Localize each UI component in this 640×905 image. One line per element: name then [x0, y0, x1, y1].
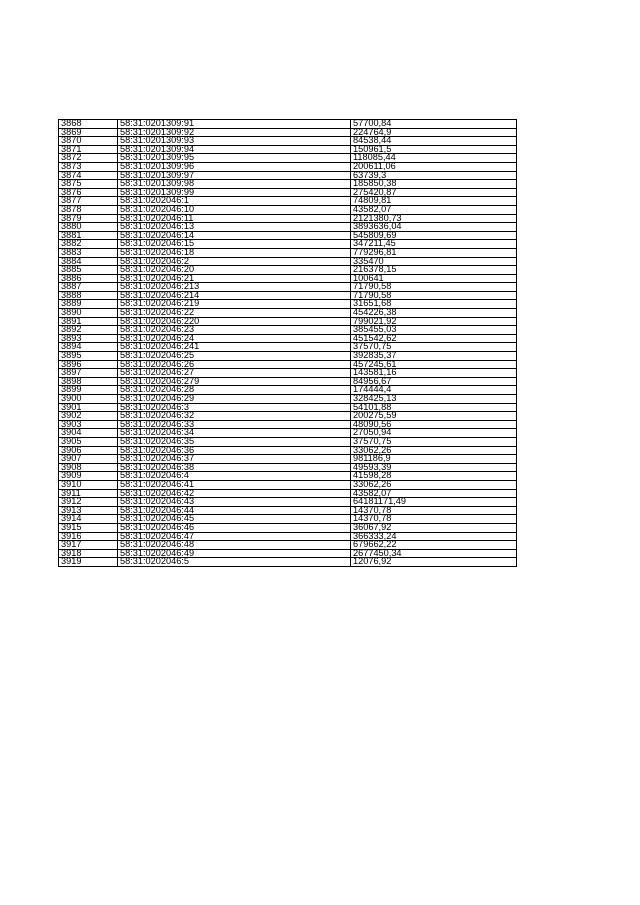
row-number-cell: 3879 [59, 214, 118, 223]
value-cell: 143581,16 [351, 369, 517, 378]
row-number-cell: 3878 [59, 205, 118, 214]
table-row [59, 558, 517, 567]
cadastral-number-cell: 58:31:0202046:28 [118, 386, 351, 395]
value-cell: 454226,38 [351, 309, 517, 318]
table-row [59, 523, 517, 532]
cadastral-number-cell: 58:31:0202046:43 [118, 498, 351, 507]
row-number-cell: 3889 [59, 300, 118, 309]
row-number-cell: 3901 [59, 403, 118, 412]
value-cell: 2677450,34 [351, 549, 517, 558]
cadastral-number-cell: 58:31:0202046:24 [118, 334, 351, 343]
table-row [59, 377, 517, 386]
table-row [59, 188, 517, 197]
row-number-cell: 3917 [59, 541, 118, 550]
table-row [59, 498, 517, 507]
row-number-cell: 3907 [59, 455, 118, 464]
row-number-cell: 3892 [59, 326, 118, 335]
row-number-cell: 3911 [59, 489, 118, 498]
table-row [59, 154, 517, 163]
cadastral-number-cell: 58:31:0201309:96 [118, 162, 351, 171]
table-row [59, 257, 517, 266]
value-cell: 71790,58 [351, 283, 517, 292]
value-cell: 37570,75 [351, 437, 517, 446]
value-cell: 63739,3 [351, 171, 517, 180]
value-cell: 335470 [351, 257, 517, 266]
table-row [59, 300, 517, 309]
row-number-cell: 3912 [59, 498, 118, 507]
cadastral-number-cell: 58:31:0202046:15 [118, 240, 351, 249]
table-row [59, 455, 517, 464]
cadastral-number-cell: 58:31:0202046:241 [118, 343, 351, 352]
cadastral-number-cell: 58:31:0202046:45 [118, 515, 351, 524]
row-number-cell: 3881 [59, 231, 118, 240]
row-number-cell: 3904 [59, 429, 118, 438]
value-cell: 385455,03 [351, 326, 517, 335]
cadastral-number-cell: 58:31:0202046:14 [118, 231, 351, 240]
cadastral-number-cell: 58:31:0201309:93 [118, 137, 351, 146]
cadastral-number-cell: 58:31:0202046:213 [118, 283, 351, 292]
row-number-cell: 3898 [59, 377, 118, 386]
value-cell: 14370,78 [351, 506, 517, 515]
value-cell: 200611,06 [351, 162, 517, 171]
value-cell: 2121380,73 [351, 214, 517, 223]
row-number-cell: 3868 [59, 120, 118, 129]
cadastral-number-cell: 58:31:0202046:48 [118, 541, 351, 550]
table-row [59, 437, 517, 446]
value-cell: 74809,81 [351, 197, 517, 206]
row-number-cell: 3895 [59, 352, 118, 361]
cadastral-number-cell: 58:31:0202046:214 [118, 291, 351, 300]
table-row [59, 369, 517, 378]
table-row [59, 128, 517, 137]
table-row [59, 283, 517, 292]
value-cell: 27050,94 [351, 429, 517, 438]
row-number-cell: 3875 [59, 180, 118, 189]
value-cell: 43582,07 [351, 205, 517, 214]
row-number-cell: 3870 [59, 137, 118, 146]
table-row [59, 429, 517, 438]
row-number-cell: 3885 [59, 266, 118, 275]
table-row [59, 266, 517, 275]
row-number-cell: 3883 [59, 248, 118, 257]
cadastral-number-cell: 58:31:0201309:98 [118, 180, 351, 189]
table-row [59, 352, 517, 361]
cadastral-number-cell: 58:31:0202046:37 [118, 455, 351, 464]
table-row [59, 240, 517, 249]
row-number-cell: 3900 [59, 395, 118, 404]
cadastral-number-cell: 58:31:0201309:94 [118, 145, 351, 154]
cadastral-number-cell: 58:31:0202046:42 [118, 489, 351, 498]
row-number-cell: 3918 [59, 549, 118, 558]
row-number-cell: 3891 [59, 317, 118, 326]
row-number-cell: 3887 [59, 283, 118, 292]
row-number-cell: 3882 [59, 240, 118, 249]
row-number-cell: 3914 [59, 515, 118, 524]
value-cell: 37570,75 [351, 343, 517, 352]
table-row [59, 515, 517, 524]
cadastral-number-cell: 58:31:0201309:92 [118, 128, 351, 137]
table-row [59, 532, 517, 541]
value-cell: 84956,67 [351, 377, 517, 386]
value-cell: 779296,81 [351, 248, 517, 257]
value-cell: 14370,78 [351, 515, 517, 524]
table-row [59, 145, 517, 154]
table-row [59, 420, 517, 429]
cadastral-number-cell: 58:31:0202046:20 [118, 266, 351, 275]
table-row [59, 162, 517, 171]
table-row [59, 360, 517, 369]
data-table [58, 119, 517, 567]
table-row [59, 549, 517, 558]
table-row [59, 541, 517, 550]
cadastral-number-cell: 58:31:0202046:18 [118, 248, 351, 257]
value-cell: 366333,24 [351, 532, 517, 541]
row-number-cell: 3873 [59, 162, 118, 171]
value-cell: 216378,15 [351, 266, 517, 275]
cadastral-number-cell: 58:31:0201309:97 [118, 171, 351, 180]
row-number-cell: 3916 [59, 532, 118, 541]
row-number-cell: 3905 [59, 437, 118, 446]
value-cell: 33062,26 [351, 480, 517, 489]
table-row [59, 223, 517, 232]
row-number-cell: 3903 [59, 420, 118, 429]
value-cell: 174444,4 [351, 386, 517, 395]
cadastral-number-cell: 58:31:0202046:29 [118, 395, 351, 404]
row-number-cell: 3884 [59, 257, 118, 266]
cadastral-number-cell: 58:31:0202046:33 [118, 420, 351, 429]
table-row [59, 137, 517, 146]
cadastral-number-cell: 58:31:0202046:11 [118, 214, 351, 223]
cadastral-number-cell: 58:31:0202046:32 [118, 412, 351, 421]
value-cell: 54101,88 [351, 403, 517, 412]
row-number-cell: 3880 [59, 223, 118, 232]
table-row [59, 274, 517, 283]
table-row [59, 386, 517, 395]
value-cell: 451542,62 [351, 334, 517, 343]
row-number-cell: 3872 [59, 154, 118, 163]
row-number-cell: 3869 [59, 128, 118, 137]
row-number-cell: 3896 [59, 360, 118, 369]
value-cell: 328425,13 [351, 395, 517, 404]
table-row [59, 197, 517, 206]
cadastral-number-cell: 58:31:0202046:219 [118, 300, 351, 309]
cadastral-number-cell: 58:31:0202046:38 [118, 463, 351, 472]
cadastral-number-cell: 58:31:0202046:47 [118, 532, 351, 541]
cadastral-number-cell: 58:31:0202046:41 [118, 480, 351, 489]
table-row [59, 326, 517, 335]
row-number-cell: 3894 [59, 343, 118, 352]
row-number-cell: 3909 [59, 472, 118, 481]
row-number-cell: 3876 [59, 188, 118, 197]
table-row [59, 506, 517, 515]
cadastral-number-cell: 58:31:0202046:25 [118, 352, 351, 361]
table-row [59, 446, 517, 455]
table-row [59, 403, 517, 412]
value-cell: 31651,68 [351, 300, 517, 309]
value-cell: 457245,61 [351, 360, 517, 369]
cadastral-number-cell: 58:31:0202046:10 [118, 205, 351, 214]
row-number-cell: 3888 [59, 291, 118, 300]
value-cell: 392835,37 [351, 352, 517, 361]
cadastral-number-cell: 58:31:0201309:95 [118, 154, 351, 163]
value-cell: 100641 [351, 274, 517, 283]
value-cell: 43582,07 [351, 489, 517, 498]
row-number-cell: 3871 [59, 145, 118, 154]
row-number-cell: 3902 [59, 412, 118, 421]
row-number-cell: 3890 [59, 309, 118, 318]
value-cell: 41598,28 [351, 472, 517, 481]
cadastral-number-cell: 58:31:0202046:35 [118, 437, 351, 446]
value-cell: 185850,38 [351, 180, 517, 189]
row-number-cell: 3886 [59, 274, 118, 283]
table-row [59, 395, 517, 404]
table-row [59, 334, 517, 343]
cadastral-number-cell: 58:31:0202046:44 [118, 506, 351, 515]
table-row [59, 120, 517, 129]
value-cell: 981186,9 [351, 455, 517, 464]
value-cell: 64181171,49 [351, 498, 517, 507]
cadastral-number-cell: 58:31:0202046:4 [118, 472, 351, 481]
cadastral-number-cell: 58:31:0202046:22 [118, 309, 351, 318]
cadastral-number-cell: 58:31:0202046:26 [118, 360, 351, 369]
value-cell: 275420,87 [351, 188, 517, 197]
row-number-cell: 3919 [59, 558, 118, 567]
cadastral-number-cell: 58:31:0202046:49 [118, 549, 351, 558]
row-number-cell: 3915 [59, 523, 118, 532]
cadastral-number-cell: 58:31:0202046:279 [118, 377, 351, 386]
table-row [59, 472, 517, 481]
value-cell: 150961,5 [351, 145, 517, 154]
table-row [59, 214, 517, 223]
value-cell: 12076,92 [351, 558, 517, 567]
row-number-cell: 3913 [59, 506, 118, 515]
cadastral-number-cell: 58:31:0201309:91 [118, 120, 351, 129]
value-cell: 347211,45 [351, 240, 517, 249]
cadastral-number-cell: 58:31:0202046:3 [118, 403, 351, 412]
value-cell: 57700,84 [351, 120, 517, 129]
cadastral-number-cell: 58:31:0202046:23 [118, 326, 351, 335]
value-cell: 84538,44 [351, 137, 517, 146]
cadastral-number-cell: 58:31:0202046:220 [118, 317, 351, 326]
row-number-cell: 3908 [59, 463, 118, 472]
table-row [59, 231, 517, 240]
table-row [59, 317, 517, 326]
row-number-cell: 3910 [59, 480, 118, 489]
cadastral-number-cell: 58:31:0202046:21 [118, 274, 351, 283]
table-row [59, 309, 517, 318]
row-number-cell: 3897 [59, 369, 118, 378]
value-cell: 224764,9 [351, 128, 517, 137]
table-row [59, 291, 517, 300]
value-cell: 200275,59 [351, 412, 517, 421]
value-cell: 799021,92 [351, 317, 517, 326]
table-body [59, 120, 517, 567]
table-row [59, 343, 517, 352]
table-row [59, 180, 517, 189]
value-cell: 3893636,04 [351, 223, 517, 232]
cadastral-number-cell: 58:31:0202046:27 [118, 369, 351, 378]
table-row [59, 205, 517, 214]
table-row [59, 489, 517, 498]
row-number-cell: 3874 [59, 171, 118, 180]
cadastral-number-cell: 58:31:0202046:13 [118, 223, 351, 232]
value-cell: 33062,26 [351, 446, 517, 455]
row-number-cell: 3877 [59, 197, 118, 206]
table-row [59, 412, 517, 421]
row-number-cell: 3899 [59, 386, 118, 395]
value-cell: 49593,39 [351, 463, 517, 472]
table-row [59, 480, 517, 489]
table-row [59, 463, 517, 472]
cadastral-number-cell: 58:31:0202046:34 [118, 429, 351, 438]
value-cell: 48090,56 [351, 420, 517, 429]
cadastral-number-cell: 58:31:0202046:36 [118, 446, 351, 455]
value-cell: 545809,69 [351, 231, 517, 240]
row-number-cell: 3906 [59, 446, 118, 455]
table-row [59, 248, 517, 257]
row-number-cell: 3893 [59, 334, 118, 343]
value-cell: 36067,92 [351, 523, 517, 532]
value-cell: 679662,22 [351, 541, 517, 550]
table-row [59, 171, 517, 180]
cadastral-number-cell: 58:31:0202046:5 [118, 558, 351, 567]
value-cell: 71790,58 [351, 291, 517, 300]
value-cell: 118085,44 [351, 154, 517, 163]
cadastral-number-cell: 58:31:0201309:99 [118, 188, 351, 197]
cadastral-number-cell: 58:31:0202046:1 [118, 197, 351, 206]
cadastral-number-cell: 58:31:0202046:46 [118, 523, 351, 532]
cadastral-number-cell: 58:31:0202046:2 [118, 257, 351, 266]
